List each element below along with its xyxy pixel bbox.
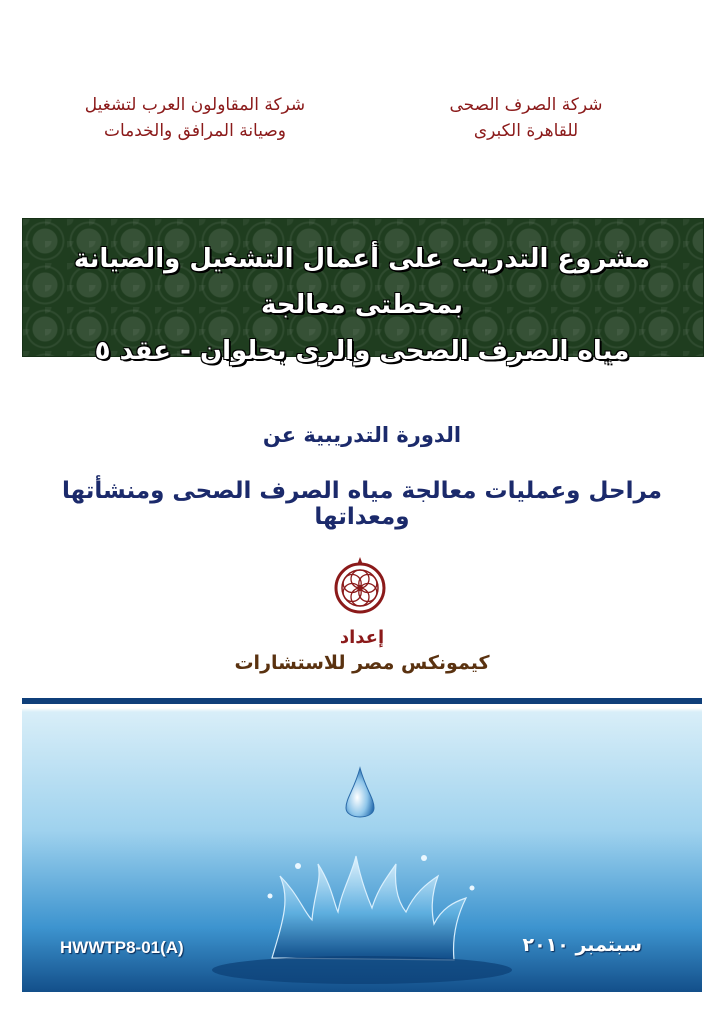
project-banner-title	[22, 236, 702, 374]
prepared-by-label: إعداد	[339, 627, 385, 648]
left-organization-header	[60, 92, 330, 144]
right-org-line-1: شركة الصرف الصحى	[449, 95, 603, 115]
document-code: HWWTP8-01(A)	[60, 938, 184, 957]
consultant-name: كيمونكس مصر للاستشارات	[234, 652, 490, 674]
banner-line-2: مياه الصرف الصحى والرى بحلوان - عقد ٥	[94, 336, 630, 366]
compass-rose-logo-icon	[332, 555, 388, 615]
right-organization-header	[396, 92, 656, 144]
right-org-line-2: للقاهرة الكبرى	[473, 121, 579, 141]
document-date: سبتمبر ٢٠١٠	[522, 934, 642, 956]
course-intro: الدورة التدريبية عن	[262, 423, 462, 447]
left-org-line-2: وصيانة المرافق والخدمات	[103, 121, 287, 141]
left-org-line-1: شركة المقاولون العرب لتشغيل	[84, 95, 306, 115]
banner-line-1: مشروع التدريب على أعمال التشغيل والصيانة بمحطتى معالجة	[73, 244, 651, 320]
course-title: مراحل وعمليات معالجة مياه الصرف الصحى ومنشأتها ومعداتها	[61, 478, 663, 530]
